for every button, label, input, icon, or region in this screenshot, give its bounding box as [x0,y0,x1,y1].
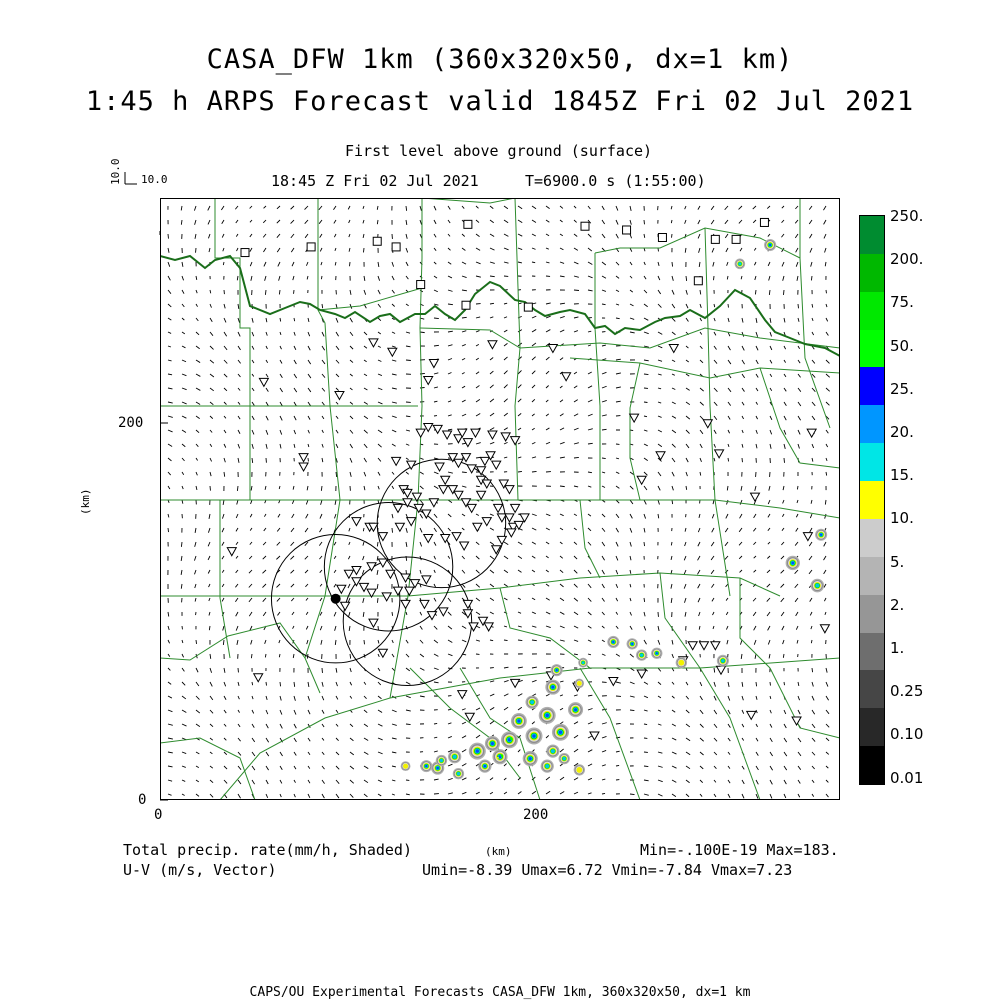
precip-cell [539,707,556,724]
y-tick-label: 0 [138,792,147,808]
precip-cell [492,749,507,764]
forecast-map [160,198,840,800]
uv-stats-label: Umin=-8.39 Umax=6.72 Vmin=-7.84 Vmax=7.23 [422,861,793,879]
precip-cell [676,657,687,668]
precip-cell [420,760,432,772]
square-station-marker [392,243,400,251]
legend-label: 1. [890,639,905,657]
legend-swatch [860,708,884,746]
legend-label: 50. [890,336,914,355]
precip-cell [469,743,486,760]
square-station-marker [464,220,472,228]
precip-cell [811,579,825,593]
precip-cell [436,755,447,766]
legend-swatch [860,216,884,254]
precip-cell [523,751,538,766]
title-line1: CASA_DFW 1km (360x320x50, dx=1 km) [206,44,794,75]
precip-cell [546,744,559,757]
precip-cell [526,696,539,709]
legend-swatch [860,292,884,330]
legend-swatch [860,746,884,784]
square-station-marker [694,277,702,285]
precip-cell [815,529,827,541]
legend-swatch [860,557,884,595]
valid-time-label: 18:45 Z Fri 02 Jul 2021 [271,172,479,190]
square-station-marker [658,234,666,242]
precip-cell [541,760,554,773]
x-tick-label: 200 [523,807,549,823]
precip-cell [607,636,619,648]
shaded-variable-label: Total precip. rate(mm/h, Shaded) [123,841,412,859]
square-station-marker [623,226,631,234]
legend-swatch [860,367,884,405]
precip-cell [651,648,662,659]
vector-reference-horizontal: 10.0 [141,173,168,186]
precip-cell [627,638,638,649]
precip-cell [552,724,569,741]
precip-cell [717,655,729,667]
legend-swatch [860,481,884,519]
legend-swatch [860,330,884,368]
legend-label: 0.10 [890,725,924,744]
precip-cell [478,760,491,773]
square-station-marker [462,301,470,309]
precip-cell [735,259,746,270]
min-max-label: Min=-.100E-19 Max=183. [640,841,839,859]
x-tick-label: 0 [154,807,163,823]
precip-cell [764,239,776,251]
precip-cell [568,702,583,717]
vector-variable-label: U-V (m/s, Vector) [123,861,277,879]
legend-label: 0.01 [890,768,924,787]
y-axis-label: (km) [79,488,92,515]
square-station-marker [524,303,532,311]
legend-swatch [860,633,884,671]
precip-cell [485,736,500,751]
precip-cell [526,728,543,745]
precip-cell [501,731,518,748]
legend-swatch [860,443,884,481]
legend-label: 75. [890,293,914,312]
title-line2: 1:45 h ARPS Forecast valid 1845Z Fri 02 Jul 2021 [85,86,915,117]
square-station-marker [760,218,768,226]
precip-cell [448,750,461,763]
square-station-marker [373,237,381,245]
legend-label: 15. [890,466,914,485]
square-station-marker [307,243,315,251]
square-station-marker [581,222,589,230]
legend-swatch [860,595,884,633]
precip-cell [545,680,560,695]
legend-label: 25. [890,379,914,398]
legend-swatch [860,670,884,708]
credit-line: CAPS/OU Experimental Forecasts CASA_DFW 1km, 360x320x50, dx=1 km [249,985,751,1000]
y-axis [150,190,170,810]
legend-label: 5. [890,552,905,571]
precip-color-legend [859,215,885,785]
precip-cell [453,768,464,779]
precip-cell [574,764,585,775]
square-station-marker [711,235,719,243]
y-tick-label: 200 [118,415,144,431]
legend-label: 10. [890,509,914,528]
precip-cell [511,713,527,729]
square-station-marker [417,281,425,289]
vector-reference-vertical: 10.0 [109,158,122,185]
precip-cell [578,658,588,668]
precip-cell [636,649,647,660]
legend-label: 250. [890,207,924,225]
precip-cell [786,556,800,570]
legend-label: 0.25 [890,682,924,701]
legend-swatch [860,519,884,557]
elapsed-time-label: T=6900.0 s (1:55:00) [525,172,706,190]
legend-label: 200. [890,250,924,269]
precip-cell [551,664,563,676]
level-label: First level above ground (surface) [345,142,653,160]
x-axis-label: (km) [485,845,512,858]
legend-swatch [860,405,884,443]
legend-label: 2. [890,595,905,614]
legend-label: 20. [890,423,914,441]
square-station-marker [241,249,249,257]
radar-site-marker [331,594,341,604]
square-station-marker [732,235,740,243]
precip-cell [575,679,584,688]
legend-swatch [860,254,884,292]
precip-cell [401,761,411,771]
precip-cell [559,753,570,764]
